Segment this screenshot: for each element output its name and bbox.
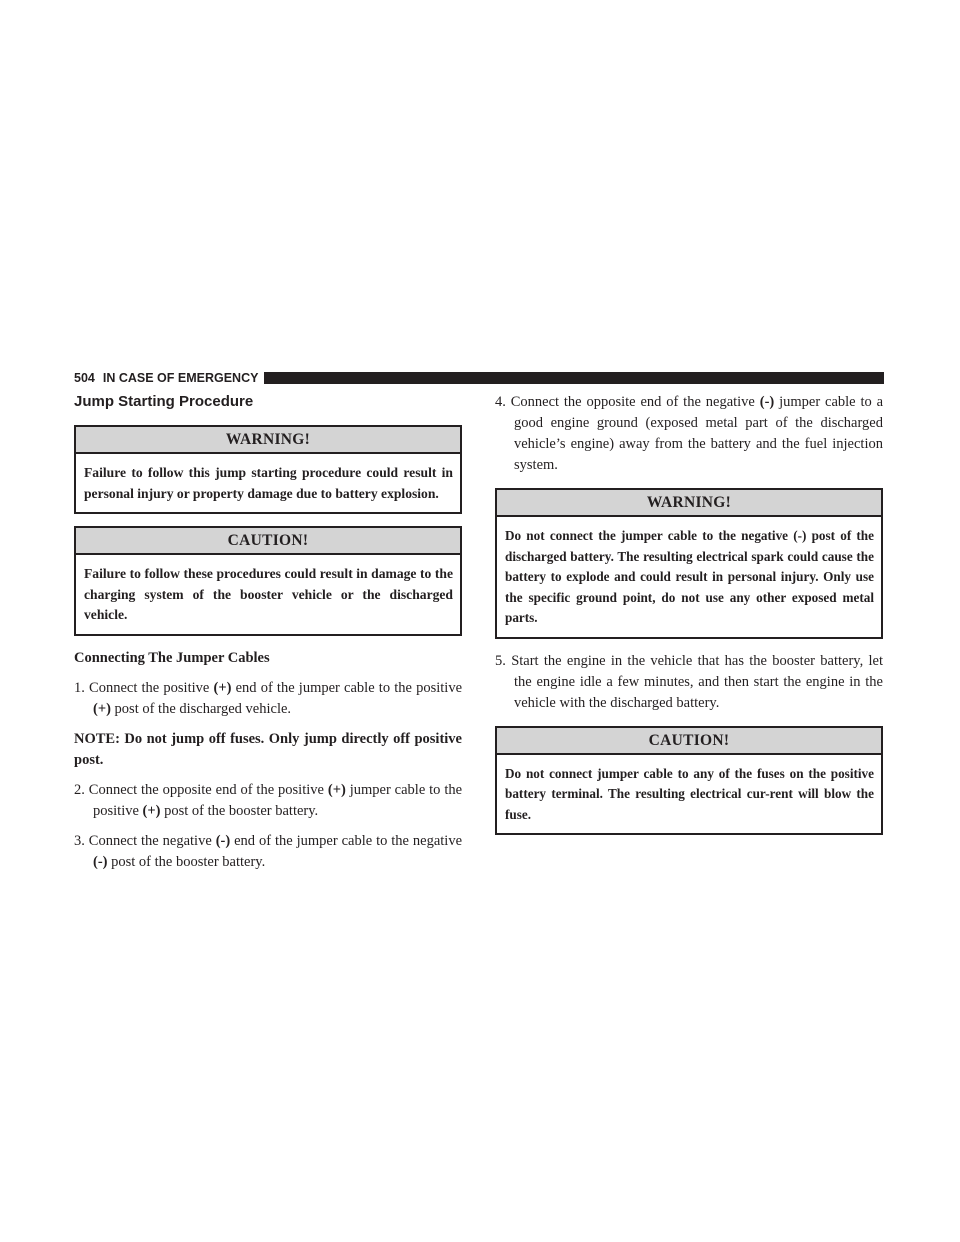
warning-text: Failure to follow this jump starting procedure could result in personal injury or property damage due to battery explosion. <box>84 465 453 501</box>
step-text: Connect the positive <box>89 679 210 696</box>
step-text: end of the jumper cable to the positive <box>235 679 463 696</box>
warning-text: Do not connect the jumper cable to the negative (-) post of the discharged battery. The resulting electrical spark could cause the battery to explode and could result in personal injury. Only use the specific ground point, do not use any other exposed metal parts. <box>505 528 874 625</box>
note-text: NOTE: Do not jump off fuses. Only jump directly off positive post. <box>74 730 462 768</box>
step-number: 1. <box>74 679 85 696</box>
step-text: jumper cable to the positive <box>93 781 463 819</box>
step-2 <box>74 780 462 822</box>
header-rule <box>264 372 884 384</box>
step-number: 3. <box>74 832 85 849</box>
step-number: 5. <box>495 652 506 669</box>
left-column <box>74 392 462 882</box>
polarity-symbol: (-) <box>759 394 775 410</box>
warning-box <box>74 425 462 514</box>
caution-text: Do not connect jumper cable to any of the fuses on the positive battery terminal. The resulting electrical cur-rent will blow the fuse. <box>505 765 874 822</box>
step-number: 2. <box>74 781 85 798</box>
step-3 <box>74 831 462 873</box>
page-number: 504 <box>74 371 95 385</box>
caution-title: CAUTION! <box>76 528 460 555</box>
warning-title: WARNING! <box>76 427 460 454</box>
step-4 <box>495 392 883 476</box>
caution-title: CAUTION! <box>497 728 881 755</box>
step-text: post of the booster battery. <box>164 802 319 819</box>
step-text: jumper cable to a good engine ground (exposed metal part of the discharged vehicle’s engine) away from the battery and the fuel injection system. <box>514 394 884 473</box>
caution-box <box>74 526 462 636</box>
polarity-symbol: (+) <box>142 802 161 819</box>
step-text: Connect the opposite end of the negative <box>510 394 755 410</box>
caution-text: Failure to follow these procedures could result in damage to the charging system of the booster vehicle or the discharged vehicle. <box>84 566 453 622</box>
procedure-heading: Jump Starting Procedure <box>74 393 254 410</box>
step-number: 4. <box>495 394 506 410</box>
step-text: end of the jumper cable to the negative <box>234 832 463 849</box>
right-column <box>495 392 883 847</box>
polarity-symbol: (+) <box>93 700 111 717</box>
warning-title: WARNING! <box>497 490 881 517</box>
step-5 <box>495 651 883 714</box>
section-title: IN CASE OF EMERGENCY <box>102 371 259 385</box>
connecting-subheading: Connecting The Jumper Cables <box>74 649 270 666</box>
page-header <box>74 371 884 385</box>
warning-box <box>495 488 883 639</box>
polarity-symbol: (+) <box>213 679 232 696</box>
polarity-symbol: (-) <box>215 832 231 849</box>
step-text: Start the engine in the vehicle that has the booster battery, let the engine idle a few minutes, and then start the engine in the vehicle with the discharged battery. <box>511 652 884 711</box>
step-1 <box>74 678 462 720</box>
step-text: Connect the negative <box>88 832 212 849</box>
polarity-symbol: (+) <box>327 781 346 798</box>
step-text: post of the discharged vehicle. <box>114 700 292 717</box>
step-text: Connect the opposite end of the positive <box>88 781 324 798</box>
step-text: post of the booster battery. <box>111 853 266 870</box>
caution-box <box>495 726 883 836</box>
polarity-symbol: (-) <box>93 853 108 870</box>
